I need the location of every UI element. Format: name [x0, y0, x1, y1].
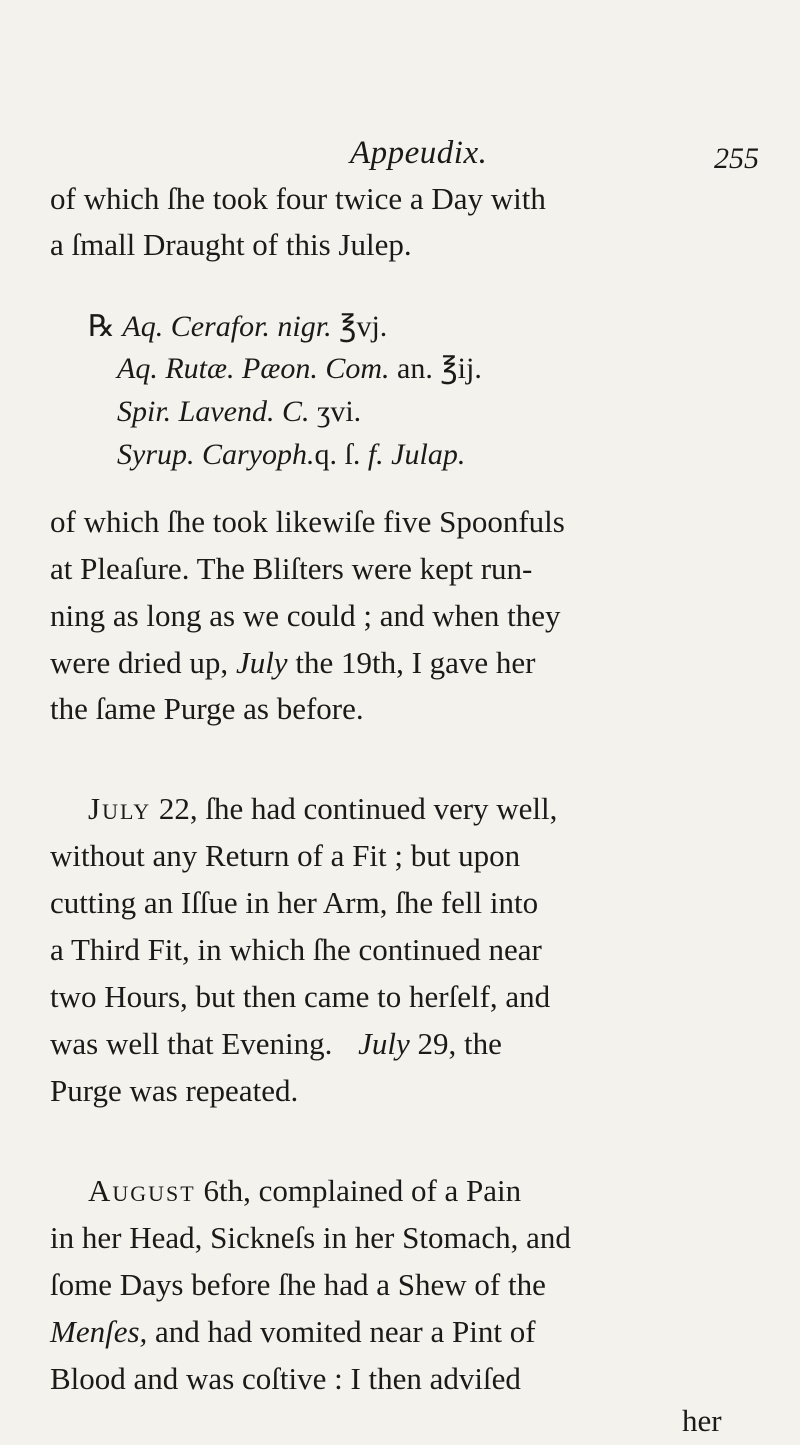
text-line: the ſame Purge as before. [50, 691, 364, 726]
prescription-line [117, 397, 361, 427]
text-span: was well that Evening. [50, 1026, 333, 1061]
page-number: 255 [714, 142, 759, 175]
text-line: two Hours, but then came to herſelf, and [50, 979, 551, 1014]
ingredient-name: Syrup. Caryoph. [117, 438, 315, 471]
date-month: July [358, 1026, 410, 1061]
formula-end: f. Julap. [367, 438, 466, 471]
ingredient-name: Aq. Cerafor. nigr. [122, 310, 332, 343]
ingredient-dose: ℥ij. [440, 352, 482, 385]
ingredient-dose: ℥vj. [339, 310, 388, 343]
ingredient-name: Aq. Rutæ. Pæon. Com. [117, 352, 390, 385]
text-line: of which ſhe took likewiſe five Spoonfuls [50, 504, 565, 539]
text-line [50, 1316, 536, 1347]
ingredient-qualifier: an. [397, 352, 433, 385]
prescription-line [117, 440, 465, 470]
recipe-symbol: ℞ [88, 310, 115, 343]
text-line: Purge was repeated. [50, 1073, 299, 1108]
text-line: a ſmall Draught of this Julep. [50, 227, 412, 262]
ingredient-qualifier: q. ſ. [314, 438, 361, 471]
text-line: Blood and was coſtive : I then adviſed [50, 1361, 521, 1396]
text-line: at Pleaſure. The Bliſters were kept run- [50, 551, 533, 586]
text-span: 6th, complained of a Pain [203, 1173, 522, 1208]
text-span: and had vomited near a Pint of [155, 1314, 536, 1349]
date-month: August [88, 1173, 196, 1208]
text-line: ſome Days before ſhe had a Shew of the [50, 1267, 546, 1302]
prescription-line [117, 354, 482, 384]
text-line [50, 647, 536, 678]
date-month: July [235, 645, 288, 680]
text-line: a Third Fit, in which ſhe continued near [50, 932, 542, 967]
text-span: were dried up, [50, 645, 229, 680]
text-line [50, 1028, 502, 1059]
text-line: of which ſhe took four twice a Day with [50, 181, 546, 216]
text-span: 22, ſhe had continued very well, [158, 791, 558, 826]
text-line: ning as long as we could ; and when they [50, 598, 561, 633]
date-month: July [88, 791, 152, 826]
text-line [88, 793, 557, 824]
text-line: in her Head, Sickneſs in her Stomach, and [50, 1220, 571, 1255]
ingredient-name: Spir. Lavend. C. [117, 395, 310, 428]
ingredient-dose: ʒvi. [317, 395, 362, 428]
text-line [88, 1175, 521, 1206]
text-span: Menſes, [50, 1314, 148, 1349]
text-span: 29, the [417, 1026, 502, 1061]
running-head: Appeudix. [350, 135, 488, 171]
text-line: without any Return of a Fit ; but upon [50, 838, 521, 873]
prescription-line [88, 312, 387, 342]
text-line: cutting an Iſſue in her Arm, ſhe fell into [50, 885, 539, 920]
catchword: her [682, 1403, 722, 1438]
text-span: the 19th, I gave her [295, 645, 536, 680]
